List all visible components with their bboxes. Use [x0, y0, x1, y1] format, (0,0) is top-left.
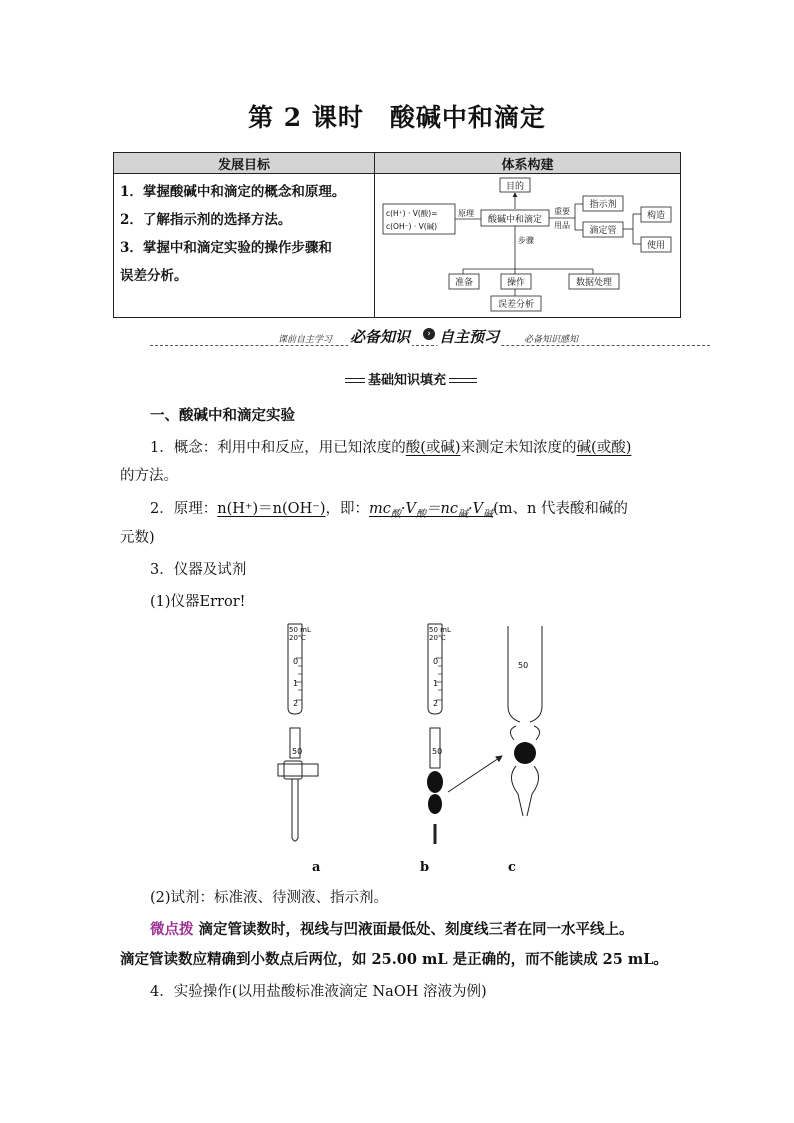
concept-line: 1．概念：利用中和反应，用已知浓度的酸(或碱)来测定未知浓度的碱(或酸): [150, 440, 632, 456]
concept-blank-2: 碱(或酸): [576, 440, 632, 456]
purpose-text: 目的: [505, 182, 525, 192]
indicator-text: 指示剂: [589, 200, 617, 210]
figure-label-a: a: [312, 860, 321, 875]
goal-item: 2．了解指示剂的选择方法。: [120, 212, 292, 228]
center-text: 酸碱中和滴定: [487, 215, 543, 225]
page-title: 第 2 课时 酸碱中和滴定: [248, 103, 546, 132]
buret-a-volume: 50 mL: [289, 626, 311, 634]
principle-line-2: 元数): [120, 530, 155, 546]
principle-label: 原理: [458, 209, 474, 218]
section-heading: 一、酸碱中和滴定实验: [150, 407, 295, 424]
framework-diagram: [375, 174, 680, 316]
buret-a-temp: 20℃: [289, 634, 306, 642]
goals-header: 发展目标: [114, 153, 375, 174]
operation-text: 操作: [506, 278, 526, 288]
data-text: 数据处理: [575, 278, 613, 288]
goal-item: 误差分析。: [120, 268, 188, 284]
steps-label: 步骤: [518, 236, 534, 245]
concept-line-2: 的方法。: [120, 468, 178, 484]
glass-bead: [514, 742, 536, 764]
framework-cell: [375, 174, 681, 318]
buret-a-tick-50: 50: [292, 747, 303, 756]
figure-label-c: c: [508, 860, 516, 875]
buret-c-body: [508, 626, 542, 722]
goal-item: 3．掌握中和滴定实验的操作步骤和: [120, 240, 332, 256]
buret-b-tick-50: 50: [432, 747, 443, 756]
banner-left-text: 课前自主学习: [276, 332, 334, 345]
principle-line: 2．原理：n(H⁺)＝n(OH⁻)，即：$mc_酸\cdot V_酸=nc_碱\cdot V_碱(m$、n 代表酸和碱的: [150, 501, 628, 520]
goals-table: [113, 152, 681, 318]
formula-line-2: c(OH⁻) · V(碱): [386, 222, 438, 231]
prep-text: 准备: [454, 278, 474, 288]
tip-label: 微点拨: [150, 921, 194, 938]
banner-main-2: 自主预习: [439, 328, 500, 346]
buret-b-temp: 20℃: [429, 634, 446, 642]
section-banner: [150, 326, 710, 350]
formula-line-1: c(H⁺) · V(酸)=: [386, 209, 438, 218]
principle-formula-2: $mc_酸\cdot V_酸=nc_碱\cdot V_碱$: [369, 501, 494, 520]
buret-b-tick-2: 2: [433, 699, 439, 708]
error-text: 误差分析: [497, 300, 535, 310]
buret-c-tick-50: 50: [518, 661, 529, 670]
instruments-sub: (1)仪器Error!: [150, 594, 246, 610]
buret-c-tip: [511, 766, 538, 816]
framework-header: 体系构建: [375, 153, 681, 174]
buret-b-volume: 50 mL: [429, 626, 451, 634]
banner-rule: [150, 345, 710, 346]
buret-a-tip: [292, 779, 298, 841]
important-label: 重要: [554, 207, 570, 216]
concept-blank-1: 酸(或碱): [405, 440, 461, 456]
buret-a-tick-0: 0: [293, 657, 299, 666]
tip-line: 微点拨 滴定管读数时，视线与凹液面最低处、刻度线三者在同一水平线上。: [150, 921, 634, 938]
structure-text: 构造: [646, 211, 666, 221]
section-label: 基础知识填充: [365, 369, 449, 388]
supplies-label: 用品: [554, 221, 570, 230]
buret-b-tick-1: 1: [433, 679, 439, 688]
buret-b-tick-0: 0: [433, 657, 439, 666]
tip-line-2: 滴定管读数应精确到小数点后两位，如 25.00 mL 是正确的，而不能读成 25 mL。: [120, 951, 668, 968]
section-label-box: [345, 369, 477, 387]
goal-item: 1．掌握酸碱中和滴定的概念和原理。: [120, 184, 346, 200]
banner-right-text: 必备知识感知: [522, 332, 580, 345]
principle-formula: n(H⁺)＝n(OH⁻): [217, 501, 326, 517]
buret-a-tick-1: 1: [293, 679, 299, 688]
rubber-tube-2: [428, 794, 442, 814]
banner-arrow-icon: ›: [423, 328, 435, 340]
banner-main-1: 必备知识: [350, 328, 411, 346]
burets-figure: [270, 618, 570, 853]
figure-label-b: b: [420, 860, 430, 875]
buret-text: 滴定管: [589, 226, 617, 236]
instruments-heading: 3．仪器及试剂: [150, 562, 247, 578]
rubber-tube-1: [427, 771, 443, 793]
usage-text: 使用: [646, 241, 666, 251]
operation-heading: 4．实验操作(以用盐酸标准液滴定 NaOH 溶液为例): [150, 984, 487, 1000]
buret-a-tick-2: 2: [293, 699, 299, 708]
goals-cell: [114, 174, 375, 318]
reagents-line: (2)试剂：标准液、待测液、指示剂。: [150, 890, 389, 906]
